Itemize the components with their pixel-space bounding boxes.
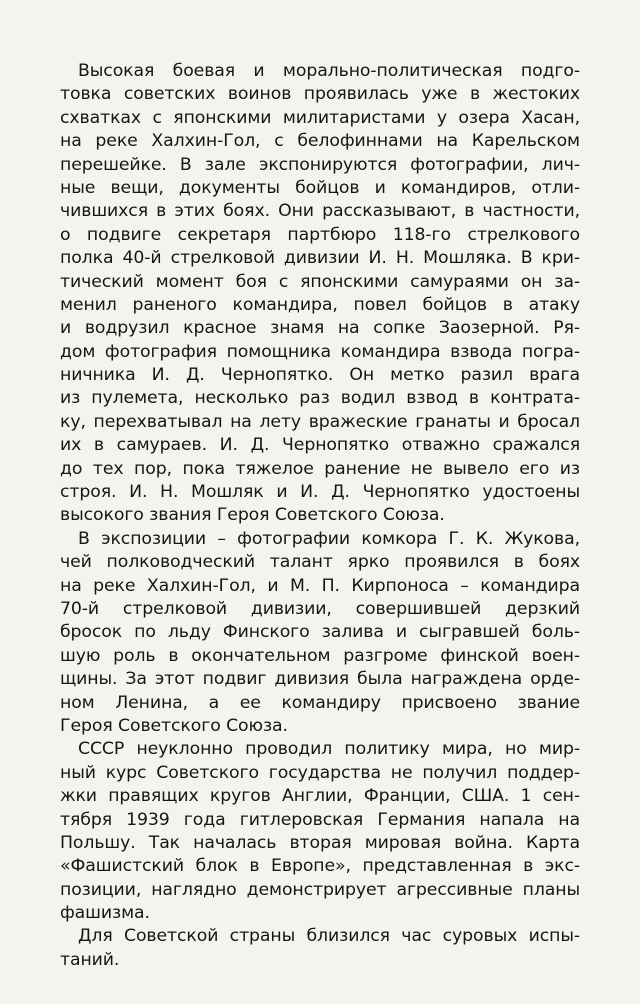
text-line: из пулемета, несколько раз водил взвод в контрата- [60, 388, 580, 409]
text-line: Героя Советского Союза. [60, 715, 288, 736]
text-line: до тех пор, пока тяжелое ранение не вывело его из [60, 458, 580, 479]
text-line: 70-й стрелковой дивизии, совершившей дерзкий [60, 598, 580, 619]
text-line: Высокая боевая и морально-политическая подго- [78, 61, 580, 81]
text-line: жки правящих кругов Англии, Франции, США. 1 сен- [60, 786, 580, 807]
text-line: их в самураев. И. Д. Чернопятко отважно сражался [60, 435, 580, 456]
text-line: менил раненого командира, повел бойцов в атаку [60, 294, 580, 315]
text-line: позиции, наглядно демонстрирует агрессивные планы [60, 879, 580, 900]
text-line: высокого звания Героя Советского Союза. [60, 505, 445, 526]
text-line: ку, перехватывал на лету вражеские гранаты и бросал [60, 411, 580, 432]
text-line: на реке Халхин-Гол, с белофиннами на Карельском [60, 131, 580, 152]
text-line: перешейке. В зале экспонируются фотографии, лич- [60, 154, 580, 175]
text-line: В экспозиции – фотографии комкора Г. К. Жукова, [78, 528, 580, 549]
text-line: тический момент боя с японскими самураями он за- [60, 271, 580, 292]
text-line: СССР неуклонно проводил политику мира, но мир- [78, 739, 580, 760]
text-line: Польшу. Так началась вторая мировая война. Карта [60, 832, 580, 853]
text-line: тября 1939 года гитлеровская Германия напала на [60, 809, 580, 830]
body-text [60, 60, 580, 972]
text-line: строя. И. Н. Мошляк и И. Д. Чернопятко удостоены [60, 482, 580, 503]
text-line: бросок по льду Финского залива и сыгравшей боль- [60, 622, 580, 643]
text-line: товка советских воинов проявилась уже в жестоких [60, 84, 580, 105]
text-line: ничника И. Д. Чернопятко. Он метко разил врага [60, 365, 580, 386]
text-line: ный курс Советского государства не получил поддер- [60, 762, 580, 783]
text-line: фашизма. [60, 903, 150, 924]
text-line: Для Советской страны близился час суровых испы- [78, 926, 580, 947]
text-line: «Фашистский блок в Европе», представленная в экс- [60, 856, 580, 877]
paragraph-2 [60, 528, 580, 739]
text-line: дом фотография помощника командира взвода погра- [60, 341, 580, 362]
text-line: полка 40-й стрелковой дивизии И. Н. Мошляка. В кри- [60, 248, 580, 269]
text-line: щины. За этот подвиг дивизия была награждена орде- [60, 669, 580, 690]
text-line: ные вещи, документы бойцов и командиров, отли- [60, 177, 580, 198]
text-line: на реке Халхин-Гол, и М. П. Кирпоноса – командира [60, 575, 580, 596]
text-line: таний. [60, 949, 120, 970]
text-line: о подвиге секретаря партбюро 118-го стрелкового [60, 224, 580, 245]
text-line: чей полководческий талант ярко проявился в боях [60, 552, 580, 573]
text-line: шую роль в окончательном разгроме финской воен- [60, 645, 580, 666]
paragraph-4 [60, 925, 580, 972]
paragraph-1 [60, 60, 580, 528]
text-line: ном Ленина, а ее командиру присвоено звание [60, 692, 580, 713]
text-line: чившихся в этих боях. Они рассказывают, в частности, [60, 201, 580, 222]
text-line: и водрузил красное знамя на сопке Заозерной. Ря- [60, 318, 580, 339]
text-line: схватках с японскими милитаристами у озера Хасан, [60, 107, 580, 128]
paragraph-3 [60, 738, 580, 925]
